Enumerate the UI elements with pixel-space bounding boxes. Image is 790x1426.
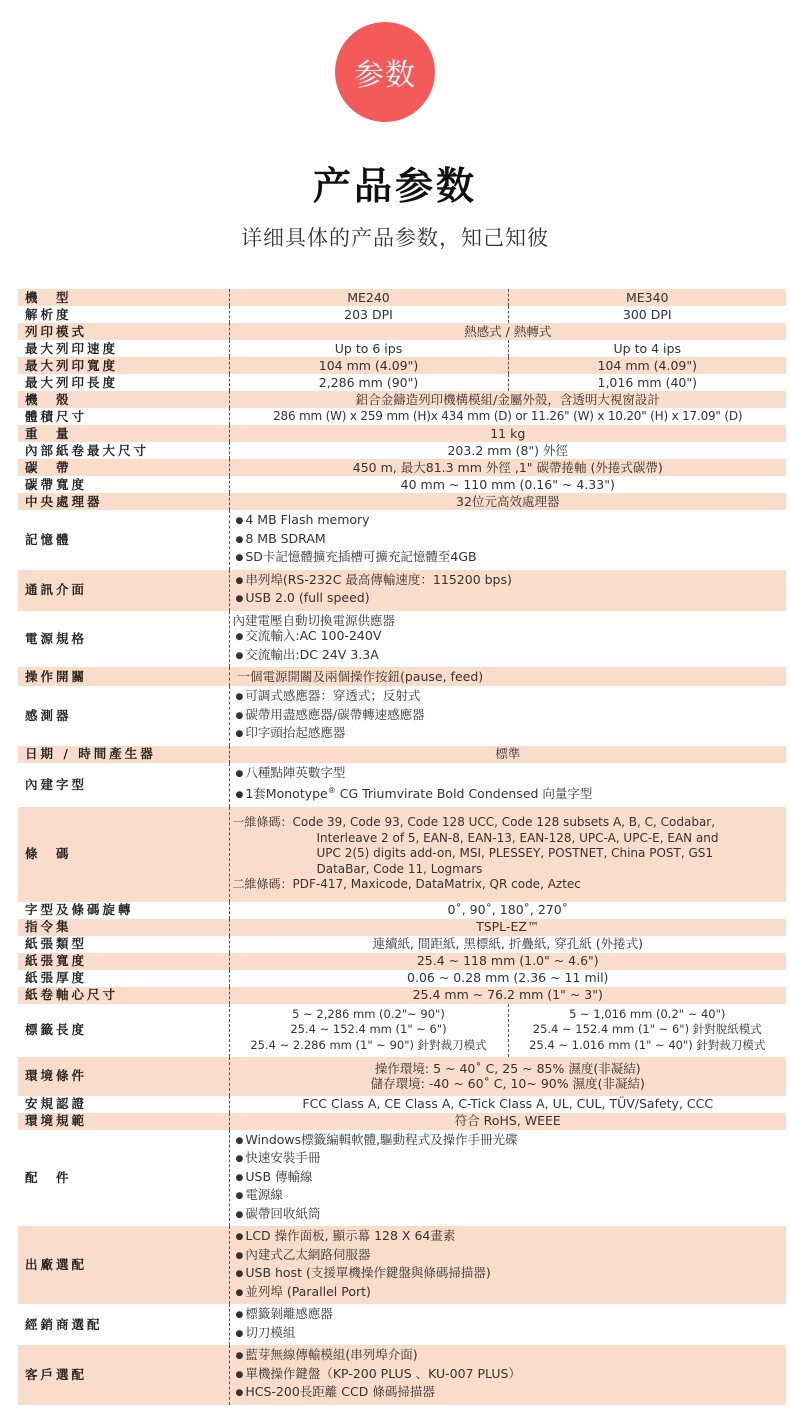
barcode-2d-label: 二維條碼： bbox=[232, 877, 293, 892]
row-label: 解析度 bbox=[18, 306, 229, 323]
row-max-speed bbox=[18, 340, 786, 357]
me240-value: Up to 6 ips bbox=[229, 340, 508, 357]
row-label: 內部紙卷最大尺寸 bbox=[18, 442, 229, 459]
me240-value: ME240 bbox=[229, 289, 508, 306]
row-resolution bbox=[18, 306, 786, 323]
row-rotation bbox=[18, 902, 786, 919]
row-label: 通訊介面 bbox=[18, 570, 229, 611]
barcode-1d-line: Interleave 2 of 5, EAN-8, EAN-13, EAN-128, UPC-A, UPC-E, EAN and bbox=[316, 830, 719, 845]
row-value bbox=[229, 570, 786, 611]
list-item: ● LCD 操作面板, 顯示幕 128 X 64畫素 bbox=[236, 1228, 787, 1247]
row-model bbox=[18, 289, 786, 306]
row-label: 電源規格 bbox=[18, 611, 229, 668]
row-interface bbox=[18, 570, 786, 611]
row-value: 鋁合金鑄造列印機構模組/金屬外殼，含透明大視窗設計 bbox=[229, 391, 786, 408]
me240-value: 203 DPI bbox=[229, 306, 508, 323]
row-power bbox=[18, 611, 786, 668]
row-value bbox=[229, 510, 786, 570]
row-label: 感測器 bbox=[18, 686, 229, 746]
row-customer-options bbox=[18, 1345, 786, 1405]
row-value: 203.2 mm (8") 外徑 bbox=[229, 442, 786, 459]
registered-mark: ® bbox=[327, 786, 336, 795]
row-value: 32位元高效處理器 bbox=[229, 493, 786, 510]
row-value: TSPL-EZ™ bbox=[229, 919, 786, 936]
list-item: ● 碳帶回收紙筒 bbox=[236, 1206, 787, 1225]
row-memory bbox=[18, 510, 786, 570]
row-label: 經銷商選配 bbox=[18, 1304, 229, 1345]
row-fonts bbox=[18, 763, 786, 807]
row-controls bbox=[18, 667, 786, 686]
row-weight bbox=[18, 425, 786, 442]
row-dimensions bbox=[18, 408, 786, 425]
row-label: 指令集 bbox=[18, 919, 229, 936]
row-value bbox=[229, 1226, 786, 1304]
list-item: ● 碳帶用盡感應器/碳帶轉速感應器 bbox=[236, 707, 787, 726]
row-label: 碳帶寬度 bbox=[18, 476, 229, 493]
row-certification bbox=[18, 1096, 786, 1113]
row-print-mode bbox=[18, 323, 786, 340]
row-roll-size bbox=[18, 442, 786, 459]
row-media-width bbox=[18, 953, 786, 970]
list-item: ● 內建式乙太網路伺服器 bbox=[236, 1247, 787, 1266]
barcode-2d-line bbox=[233, 877, 787, 893]
row-label: 操作開關 bbox=[18, 667, 229, 686]
barcode-1d-line: DataBar, Code 11, Logmars bbox=[316, 861, 483, 876]
font-name: 1套Monotype bbox=[245, 786, 328, 802]
row-value: 450 m, 最大81.3 mm 外徑 ,1" 碳帶捲軸 (外捲式碳帶) bbox=[229, 459, 786, 476]
list-item: ● 藍芽無線傳輸模組(串列埠介面) bbox=[236, 1347, 787, 1366]
row-label: 中央處理器 bbox=[18, 493, 229, 510]
row-value: 一個電源開關及兩個操作按鈕(pause, feed) bbox=[229, 667, 786, 686]
row-label: 內建字型 bbox=[18, 763, 229, 807]
row-value: 0˚, 90˚, 180˚, 270˚ bbox=[229, 902, 786, 919]
row-sensors bbox=[18, 686, 786, 746]
row-label: 記憶體 bbox=[18, 510, 229, 570]
row-media-type bbox=[18, 936, 786, 953]
list-item: ● 交流輸入:AC 100-240V bbox=[233, 628, 787, 647]
environment-line: 儲存環境: -40 ~ 60˚ C, 10~ 90% 濕度(非凝結) bbox=[370, 1076, 645, 1092]
row-label: 字型及條碼旋轉 bbox=[18, 902, 229, 919]
list-item: ● 單機操作鍵盤（KP-200 PLUS 、KU-007 PLUS） bbox=[236, 1366, 787, 1385]
row-value: 25.4 mm ~ 76.2 mm (1" ~ 3") bbox=[229, 987, 786, 1004]
list-item: ● HCS-200長距離 CCD 條碼掃描器 bbox=[236, 1384, 787, 1403]
list-heading: 內建電壓自動切換電源供應器 bbox=[232, 612, 396, 628]
row-environmental-regulation bbox=[18, 1113, 786, 1130]
row-label: 機 型 bbox=[18, 289, 229, 306]
row-value bbox=[229, 1304, 786, 1345]
list-item: ● 八種點陣英數字型 bbox=[236, 765, 787, 784]
list-item: ● 8 MB SDRAM bbox=[236, 531, 787, 550]
row-value: 標準 bbox=[229, 746, 786, 763]
list-item: ● 串列埠(RS-232C 最高傳輸速度：115200 bps) bbox=[236, 572, 787, 591]
row-label: 最大列印速度 bbox=[18, 340, 229, 357]
list-item: ● 快速安裝手冊 bbox=[236, 1150, 787, 1169]
row-rtc bbox=[18, 746, 786, 763]
row-environment bbox=[18, 1057, 786, 1096]
row-label: 日期 / 時間產生器 bbox=[18, 746, 229, 763]
list-item: ● SD卡記憶體擴充插槽可擴充記憶體至4GB bbox=[236, 549, 787, 568]
row-value bbox=[229, 1130, 786, 1227]
barcode-2d-text: PDF-417, Maxicode, DataMatrix, QR code, Aztec bbox=[292, 877, 581, 892]
spec-table bbox=[18, 289, 786, 1405]
me240-value: 104 mm (4.09") bbox=[229, 357, 508, 374]
row-value bbox=[229, 686, 786, 746]
list-item: ● 電源線 bbox=[236, 1187, 787, 1206]
section-badge: 参数 bbox=[335, 22, 435, 122]
row-value bbox=[229, 611, 786, 668]
row-value: 40 mm ~ 110 mm (0.16" ~ 4.33") bbox=[229, 476, 786, 493]
list-item: ● 可調式感應器：穿透式；反射式 bbox=[236, 688, 787, 707]
row-barcode bbox=[18, 807, 786, 902]
row-factory-options bbox=[18, 1226, 786, 1304]
length-line: 25.4 ~ 2.286 mm (1" ~ 90") 針對裁刀模式 bbox=[250, 1037, 487, 1052]
row-value: 熱感式 / 熱轉式 bbox=[229, 323, 786, 340]
row-core bbox=[18, 987, 786, 1004]
row-ribbon-width bbox=[18, 476, 786, 493]
me240-value: 2,286 mm (90") bbox=[229, 374, 508, 391]
row-cpu bbox=[18, 493, 786, 510]
length-line: 5 ~ 2,286 mm (0.2"~ 90") bbox=[292, 1006, 445, 1021]
row-housing bbox=[18, 391, 786, 408]
row-label: 環境規範 bbox=[18, 1113, 229, 1130]
row-label: 最大列印寬度 bbox=[18, 357, 229, 374]
row-label: 機 殼 bbox=[18, 391, 229, 408]
length-line: 25.4 ~ 152.4 mm (1" ~ 6") 針對脫紙模式 bbox=[532, 1022, 762, 1037]
row-label: 碳 帶 bbox=[18, 459, 229, 476]
row-ribbon bbox=[18, 459, 786, 476]
row-value: 11 kg bbox=[229, 425, 786, 442]
row-label: 列印模式 bbox=[18, 323, 229, 340]
row-media-thickness bbox=[18, 970, 786, 987]
barcode-1d-text: Code 39, Code 93, Code 128 UCC, Code 128 subsets A, B, C, Codabar, bbox=[292, 815, 716, 830]
font-description: CG Triumvirate Bold Condensed 向量字型 bbox=[335, 786, 593, 802]
list-item: ● 印字頭抬起感應器 bbox=[236, 725, 787, 744]
me340-value: 1,016 mm (40") bbox=[508, 374, 786, 391]
row-label: 紙張類型 bbox=[18, 936, 229, 953]
row-value: 連續紙, 間距紙, 黑標紙, 折疊紙, 穿孔紙 (外捲式) bbox=[229, 936, 786, 953]
row-label: 客戶選配 bbox=[18, 1345, 229, 1405]
row-max-length bbox=[18, 374, 786, 391]
page-subtitle: 详细具体的产品参数，知己知彼 bbox=[241, 226, 549, 250]
me340-value: Up to 4 ips bbox=[508, 340, 786, 357]
list-item: ● USB 傳輸線 bbox=[236, 1169, 787, 1188]
row-label: 環境條件 bbox=[18, 1057, 229, 1096]
list-item: ● 4 MB Flash memory bbox=[236, 512, 787, 531]
row-label: 紙卷軸心尺寸 bbox=[18, 987, 229, 1004]
length-line: 25.4 ~ 152.4 mm (1" ~ 6") bbox=[290, 1022, 447, 1037]
row-label: 出廠選配 bbox=[18, 1226, 229, 1304]
me240-value bbox=[229, 1004, 508, 1057]
row-label: 體積尺寸 bbox=[18, 408, 229, 425]
list-item: ● 標籤剝離感應器 bbox=[236, 1306, 787, 1325]
list-item: ● USB 2.0 (full speed) bbox=[236, 590, 787, 609]
list-item bbox=[236, 783, 787, 805]
me340-value: 300 DPI bbox=[508, 306, 786, 323]
row-value: 25.4 ~ 118 mm (1.0" ~ 4.6") bbox=[229, 953, 786, 970]
me340-value: ME340 bbox=[508, 289, 786, 306]
list-item: ● USB host (支援單機操作鍵盤與條碼掃描器) bbox=[236, 1265, 787, 1284]
row-command bbox=[18, 919, 786, 936]
barcode-1d-line bbox=[233, 815, 787, 831]
row-value: 符合 RoHS, WEEE bbox=[229, 1113, 786, 1130]
row-max-width bbox=[18, 357, 786, 374]
row-value bbox=[229, 807, 786, 902]
row-value bbox=[229, 1057, 786, 1096]
list-item: ● 交流輸出:DC 24V 3.3A bbox=[233, 647, 787, 666]
barcode-1d-line: UPC 2(5) digits add-on, MSI, PLESSEY, POSTNET, China POST, GS1 bbox=[316, 846, 714, 861]
length-line: 25.4 ~ 1.016 mm (1" ~ 40") 針對裁刀模式 bbox=[529, 1037, 766, 1052]
list-item: ● 切刀模組 bbox=[236, 1325, 787, 1344]
barcode-1d-label: 一維條碼： bbox=[232, 815, 293, 830]
row-label: 安規認證 bbox=[18, 1096, 229, 1113]
row-label: 重 量 bbox=[18, 425, 229, 442]
row-label: 最大列印長度 bbox=[18, 374, 229, 391]
me340-value bbox=[508, 1004, 786, 1057]
environment-line: 操作環境: 5 ~ 40˚ C, 25 ~ 85% 濕度(非凝結) bbox=[374, 1060, 641, 1076]
row-value: FCC Class A, CE Class A, C-Tick Class A, UL, CUL, TÜV/Safety, CCC bbox=[229, 1096, 786, 1113]
row-value: 0.06 ~ 0.28 mm (2.36 ~ 11 mil) bbox=[229, 970, 786, 987]
row-accessories bbox=[18, 1130, 786, 1227]
row-dealer-options bbox=[18, 1304, 786, 1345]
row-label: 紙張寬度 bbox=[18, 953, 229, 970]
row-value bbox=[229, 763, 786, 807]
row-value bbox=[229, 1345, 786, 1405]
page-title: 产品参数 bbox=[312, 164, 477, 208]
row-label: 紙張厚度 bbox=[18, 970, 229, 987]
length-line: 5 ~ 1,016 mm (0.2" ~ 40") bbox=[569, 1006, 726, 1021]
row-value: 286 mm (W) x 259 mm (H)x 434 mm (D) or 11.26" (W) x 10.20" (H) x 17.09" (D) bbox=[229, 408, 786, 425]
row-label: 標籤長度 bbox=[18, 1004, 229, 1057]
me340-value: 104 mm (4.09") bbox=[508, 357, 786, 374]
row-label: 條 碼 bbox=[18, 807, 229, 902]
row-label-length bbox=[18, 1004, 786, 1057]
row-label: 配 件 bbox=[18, 1130, 229, 1227]
list-item: ● 並列埠 (Parallel Port) bbox=[236, 1284, 787, 1303]
list-item: ● Windows標籤編輯軟體,驅動程式及操作手冊光碟 bbox=[236, 1132, 787, 1151]
